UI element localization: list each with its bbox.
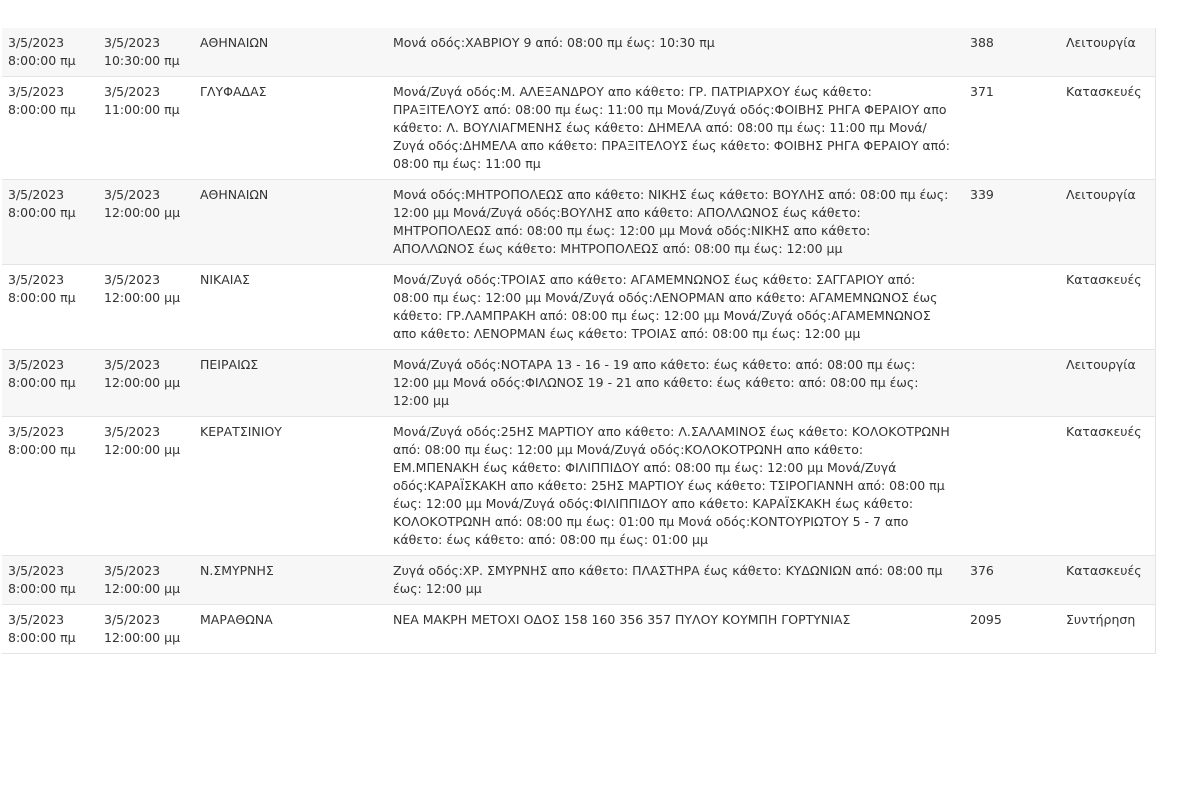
table-row xyxy=(2,556,1155,605)
description-cell: Μονά οδός:ΜΗΤΡΟΠΟΛΕΩΣ απο κάθετο: ΝΙΚΗΣ έως κάθετο: ΒΟΥΛΗΣ από: 08:00 πμ έως: 12:00 μμ Μονά/Ζυγά οδός:ΒΟΥΛΗΣ απο κάθετο: ΑΠΟΛΛΩΝΟΣ έως κάθετο: ΜΗΤΡΟΠΟΛΕΩΣ από: 08:00 πμ έως: 12:00 μμ Μονά οδός:ΝΙΚΗΣ απο κάθετο: ΑΠΟΛΛΩΝΟΣ έως κάθετο: ΜΗΤΡΟΠΟΛΕΩΣ από: 08:00 πμ έως: 12:00 μμ xyxy=(387,180,964,265)
description-cell: Μονά οδός:ΧΑΒΡΙΟΥ 9 από: 08:00 πμ έως: 10:30 πμ xyxy=(387,28,964,77)
code-cell: 371 xyxy=(964,77,1060,180)
code-cell: 2095 xyxy=(964,605,1060,654)
outage-table-container xyxy=(2,28,1156,654)
start-datetime-cell: 3/5/2023 8:00:00 πμ xyxy=(2,417,98,556)
table-row xyxy=(2,605,1155,654)
type-cell: Κατασκευές xyxy=(1060,265,1155,350)
description-cell: ΝΕΑ ΜΑΚΡΗ ΜΕΤΟΧΙ ΟΔΟΣ 158 160 356 357 ΠΥΛΟΥ ΚΟΥΜΠΗ ΓΟΡΤΥΝΙΑΣ xyxy=(387,605,964,654)
table-row xyxy=(2,28,1155,77)
description-cell: Μονά/Ζυγά οδός:ΤΡΟΙΑΣ απο κάθετο: ΑΓΑΜΕΜΝΩΝΟΣ έως κάθετο: ΣΑΓΓΑΡΙΟΥ από: 08:00 πμ έως: 12:00 μμ Μονά/Ζυγά οδός:ΛΕΝΟΡΜΑΝ απο κάθετο: ΑΓΑΜΕΜΝΩΝΟΣ έως κάθετο: ΓΡ.ΛΑΜΠΡΑΚΗ από: 08:00 πμ έως: 12:00 μμ Μονά/Ζυγά οδός:ΑΓΑΜΕΜΝΩΝΟΣ απο κάθετο: ΛΕΝΟΡΜΑΝ έως κάθετο: ΤΡΟΙΑΣ από: 08:00 πμ έως: 12:00 μμ xyxy=(387,265,964,350)
end-datetime-cell: 3/5/2023 12:00:00 μμ xyxy=(98,417,194,556)
table-row xyxy=(2,265,1155,350)
area-cell: ΜΑΡΑΘΩΝΑ xyxy=(194,605,387,654)
table-row xyxy=(2,350,1155,417)
outage-table xyxy=(2,28,1155,654)
end-datetime-cell: 3/5/2023 10:30:00 πμ xyxy=(98,28,194,77)
type-cell: Λειτουργία xyxy=(1060,180,1155,265)
area-cell: Ν.ΣΜΥΡΝΗΣ xyxy=(194,556,387,605)
end-datetime-cell: 3/5/2023 12:00:00 μμ xyxy=(98,350,194,417)
type-cell: Λειτουργία xyxy=(1060,350,1155,417)
code-cell xyxy=(964,265,1060,350)
type-cell: Λειτουργία xyxy=(1060,28,1155,77)
description-cell: Μονά/Ζυγά οδός:ΝΟΤΑΡΑ 13 - 16 - 19 απο κάθετο: έως κάθετο: από: 08:00 πμ έως: 12:00 μμ Μονά οδός:ΦΙΛΩΝΟΣ 19 - 21 απο κάθετο: έως κάθετο: από: 08:00 πμ έως: 12:00 μμ xyxy=(387,350,964,417)
description-cell: Ζυγά οδός:ΧΡ. ΣΜΥΡΝΗΣ απο κάθετο: ΠΛΑΣΤΗΡΑ έως κάθετο: ΚΥΔΩΝΙΩΝ από: 08:00 πμ έως: 12:00 μμ xyxy=(387,556,964,605)
area-cell: ΓΛΥΦΑΔΑΣ xyxy=(194,77,387,180)
end-datetime-cell: 3/5/2023 12:00:00 μμ xyxy=(98,265,194,350)
start-datetime-cell: 3/5/2023 8:00:00 πμ xyxy=(2,556,98,605)
type-cell: Κατασκευές xyxy=(1060,417,1155,556)
start-datetime-cell: 3/5/2023 8:00:00 πμ xyxy=(2,77,98,180)
start-datetime-cell: 3/5/2023 8:00:00 πμ xyxy=(2,180,98,265)
description-cell: Μονά/Ζυγά οδός:Μ. ΑΛΕΞΑΝΔΡΟΥ απο κάθετο: ΓΡ. ΠΑΤΡΙΑΡΧΟΥ έως κάθετο: ΠΡΑΞΙΤΕΛΟΥΣ από: 08:00 πμ έως: 11:00 πμ Μονά/Ζυγά οδός:ΦΟΙΒΗΣ ΡΗΓΑ ΦΕΡΑΙΟΥ απο κάθετο: Λ. ΒΟΥΛΙΑΓΜΕΝΗΣ έως κάθετο: ΔΗΜΕΛΑ από: 08:00 πμ έως: 11:00 πμ Μονά/Ζυγά οδός:ΔΗΜΕΛΑ απο κάθετο: ΠΡΑΞΙΤΕΛΟΥΣ έως κάθετο: ΦΟΙΒΗΣ ΡΗΓΑ ΦΕΡΑΙΟΥ από: 08:00 πμ έως: 11:00 πμ xyxy=(387,77,964,180)
description-cell: Μονά/Ζυγά οδός:25ΗΣ ΜΑΡΤΙΟΥ απο κάθετο: Λ.ΣΑΛΑΜΙΝΟΣ έως κάθετο: ΚΟΛΟΚΟΤΡΩΝΗ από: 08:00 πμ έως: 12:00 μμ Μονά/Ζυγά οδός:ΚΟΛΟΚΟΤΡΩΝΗ απο κάθετο: ΕΜ.ΜΠΕΝΑΚΗ έως κάθετο: ΦΙΛΙΠΠΙΔΟΥ από: 08:00 πμ έως: 12:00 μμ Μονά/Ζυγά οδός:ΚΑΡΑΪΣΚΑΚΗ απο κάθετο: 25ΗΣ ΜΑΡΤΙΟΥ έως κάθετο: ΤΣΙΡΟΓΙΑΝΝΗ από: 08:00 πμ έως: 12:00 μμ Μονά/Ζυγά οδός:ΦΙΛΙΠΠΙΔΟΥ απο κάθετο: ΚΑΡΑΪΣΚΑΚΗ έως κάθετο: ΚΟΛΟΚΟΤΡΩΝΗ από: 08:00 πμ έως: 01:00 πμ Μονά οδός:ΚΟΝΤΟΥΡΙΩΤΟΥ 5 - 7 απο κάθετο: έως κάθετο: από: 08:00 πμ έως: 01:00 μμ xyxy=(387,417,964,556)
table-row xyxy=(2,180,1155,265)
start-datetime-cell: 3/5/2023 8:00:00 πμ xyxy=(2,350,98,417)
code-cell: 339 xyxy=(964,180,1060,265)
type-cell: Κατασκευές xyxy=(1060,77,1155,180)
start-datetime-cell: 3/5/2023 8:00:00 πμ xyxy=(2,28,98,77)
area-cell: ΑΘΗΝΑΙΩΝ xyxy=(194,28,387,77)
area-cell: ΠΕΙΡΑΙΩΣ xyxy=(194,350,387,417)
code-cell xyxy=(964,350,1060,417)
table-row xyxy=(2,77,1155,180)
code-cell: 388 xyxy=(964,28,1060,77)
start-datetime-cell: 3/5/2023 8:00:00 πμ xyxy=(2,265,98,350)
type-cell: Συντήρηση xyxy=(1060,605,1155,654)
code-cell: 376 xyxy=(964,556,1060,605)
start-datetime-cell: 3/5/2023 8:00:00 πμ xyxy=(2,605,98,654)
end-datetime-cell: 3/5/2023 12:00:00 μμ xyxy=(98,180,194,265)
table-row xyxy=(2,417,1155,556)
type-cell: Κατασκευές xyxy=(1060,556,1155,605)
end-datetime-cell: 3/5/2023 11:00:00 πμ xyxy=(98,77,194,180)
end-datetime-cell: 3/5/2023 12:00:00 μμ xyxy=(98,605,194,654)
code-cell xyxy=(964,417,1060,556)
area-cell: ΑΘΗΝΑΙΩΝ xyxy=(194,180,387,265)
end-datetime-cell: 3/5/2023 12:00:00 μμ xyxy=(98,556,194,605)
area-cell: ΝΙΚΑΙΑΣ xyxy=(194,265,387,350)
area-cell: ΚΕΡΑΤΣΙΝΙΟΥ xyxy=(194,417,387,556)
